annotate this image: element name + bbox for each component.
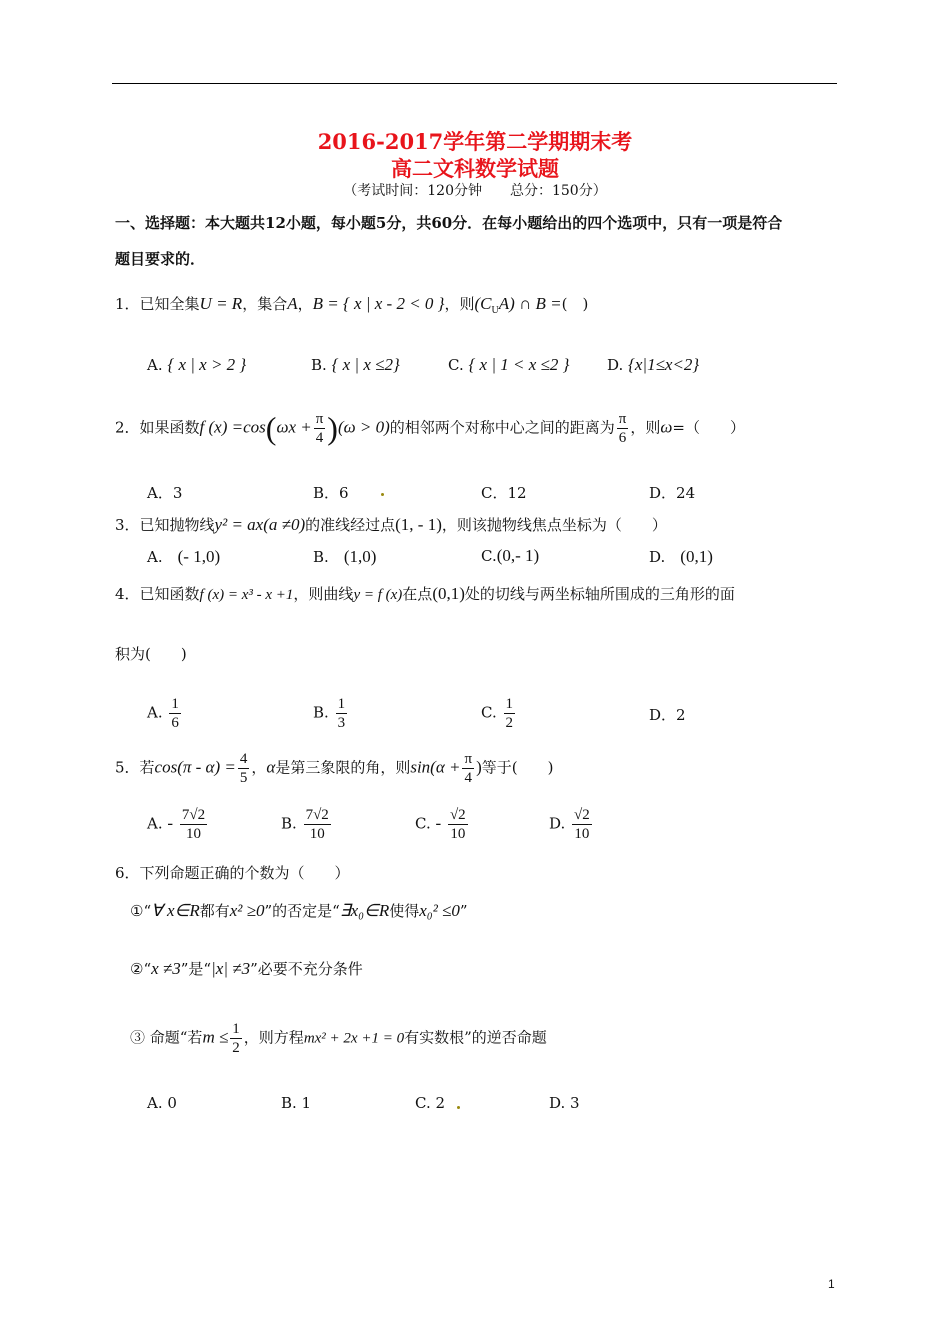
exam-title: 2016-2017学年第二学期期末考 (317, 129, 633, 154)
q4-option-b[interactable]: B. $\frac{1}{3}$ (313, 696, 346, 731)
question-6: 6．下列命题正确的个数为（ ） (115, 864, 350, 882)
q1-option-b[interactable]: B. { x | x ≤2} (311, 355, 400, 374)
q2-option-c[interactable]: C．12 (481, 484, 527, 502)
q3-option-a[interactable]: A. (- 1,0) (147, 547, 221, 566)
q3-option-b[interactable]: B. (1,0) (313, 547, 377, 566)
q2-option-d[interactable]: D．24 (649, 484, 696, 502)
speck-mark (381, 493, 384, 496)
exam-info: （考试时间：120分钟 总分：150分） (343, 183, 607, 199)
q6-statement-2: ②“x ≠3”是“|x| ≠3”必要不充分条件 (130, 959, 363, 978)
speck-mark (457, 1106, 460, 1109)
header-rule (112, 83, 837, 84)
q6-statement-1: ①“∀ x∈R都有x² ≥0”的否定是“∃x₀∈R使得x₀² ≤0” (130, 901, 468, 920)
section-heading-line2: 题目要求的． (115, 250, 206, 268)
q1-option-a[interactable]: A. { x | x > 2 } (147, 355, 247, 374)
question-5: 5．若cos(π - α) = $\frac{4}{5}$ ，α是第三象限的角，则sin(α + $\frac{\pi}{4}$ )等于( ) (115, 751, 554, 786)
question-1: 1．已知全集U = R，集合A，B = { x | x - 2 < 0 }，则$(C_UA)$ ∩ B =( ) (115, 294, 589, 316)
q5-option-c[interactable]: C. - $\frac{√2}{10}$ (415, 807, 466, 842)
q4-option-d[interactable]: D．2 (649, 706, 686, 724)
q5-option-a[interactable]: A. - $\frac{7√2}{10}$ (147, 807, 206, 842)
q5-option-b[interactable]: B. $\frac{7√2}{10}$ (281, 807, 329, 842)
q6-option-c[interactable]: C. 2 (415, 1094, 446, 1112)
question-2: 2．如果函数f (x) =cos(ωx + $\frac{\pi}{4}$ )(ω > 0)的相邻两个对称中心之间的距离为 $\frac{\pi}{6}$ ，则ω=（ ） (115, 410, 745, 446)
q6-option-a[interactable]: A. 0 (147, 1094, 177, 1112)
page-number: 1 (828, 1277, 835, 1291)
exam-subtitle: 高二文科数学试题 (391, 156, 559, 181)
question-4: 4．已知函数f (x) = x³ - x +1，则曲线y = f (x)在点(0,1)处的切线与两坐标轴所围成的三角形的面 (115, 584, 735, 603)
q6-option-d[interactable]: D. 3 (549, 1094, 580, 1112)
q4-option-c[interactable]: C. $\frac{1}{2}$ (481, 696, 513, 731)
q4-option-a[interactable]: A. $\frac{1}{6}$ (147, 696, 179, 731)
q5-option-d[interactable]: D. $\frac{√2}{10}$ (549, 807, 590, 842)
q6-option-b[interactable]: B. 1 (281, 1094, 312, 1112)
q1-option-d[interactable]: D. {x|1≤x<2} (607, 355, 700, 374)
q3-option-d[interactable]: D. (0,1) (649, 547, 713, 566)
q3-option-c[interactable]: C.(0,- 1) (481, 546, 540, 565)
q2-option-b[interactable]: B．6 (313, 484, 349, 502)
question-3: 3．已知抛物线y² = ax(a ≠0)的准线经过点(1, - 1)，则该抛物线焦点坐标为（ ） (115, 515, 667, 534)
section-heading-line1: 一、选择题：本大题共12小题，每小题5分，共60分．在每小题给出的四个选项中，只有一项是符合 (115, 214, 783, 232)
question-4-cont: 积为( ) (115, 645, 187, 663)
q2-option-a[interactable]: A．3 (147, 484, 183, 502)
q6-statement-3: ③ 命题“若m ≤ $\frac{1}{2}$ ，则方程mx² + 2x +1 = 0有实数根”的逆否命题 (130, 1021, 547, 1056)
q1-option-c[interactable]: C. { x | 1 < x ≤2 } (448, 355, 570, 374)
